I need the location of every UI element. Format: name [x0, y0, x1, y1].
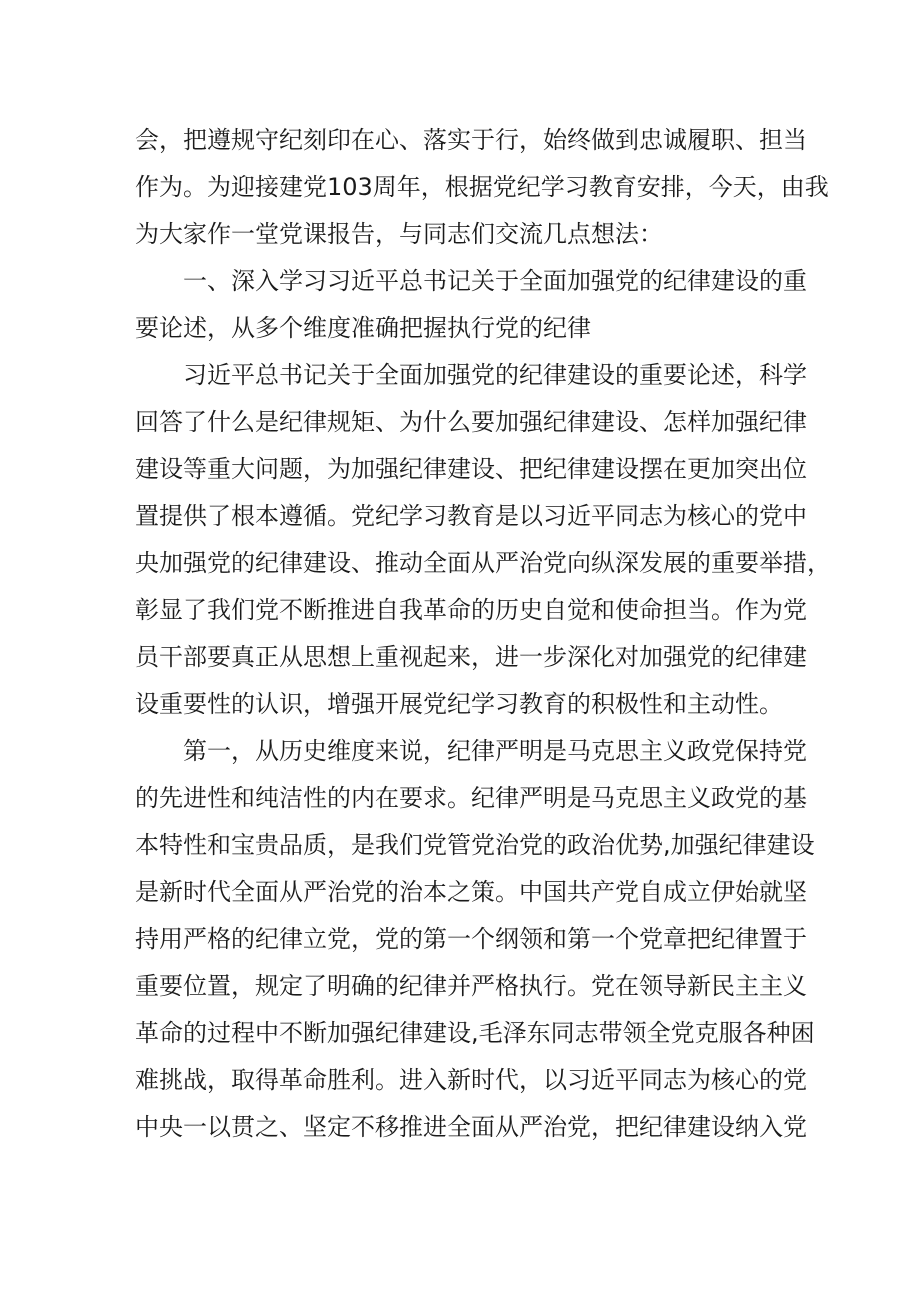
text-line: 作为。为迎接建党103周年，根据党纪学习教育安排，今天，由我 — [135, 173, 829, 201]
text-line: 的先进性和纯洁性的内在要求。纪律严明是马克思主义政党的基 — [135, 784, 807, 812]
text-line: 为大家作一堂党课报告，与同志们交流几点想法： — [135, 220, 663, 248]
paragraph-start-line: 第一，从历史维度来说，纪律严明是马克思主义政党保持党 — [183, 737, 807, 765]
text-line: 重要位置，规定了明确的纪律并严格执行。党在领导新民主主义 — [135, 972, 807, 1000]
text-line: 置提供了根本遵循。党纪学习教育是以习近平同志为核心的党中 — [135, 502, 807, 530]
text-line: 设重要性的认识，增强开展党纪学习教育的积极性和主动性。 — [135, 690, 783, 718]
text-line: 员干部要真正从思想上重视起来，进一步深化对加强党的纪律建 — [135, 643, 807, 671]
text-line: 革命的过程中不断加强纪律建设,毛泽东同志带领全党克服各种困 — [135, 1019, 815, 1047]
text-line: 彰显了我们党不断推进自我革命的历史自觉和使命担当。作为党 — [135, 596, 807, 624]
text-line: 回答了什么是纪律规矩、为什么要加强纪律建设、怎样加强纪律 — [135, 408, 807, 436]
paragraph-start-line: 习近平总书记关于全面加强党的纪律建设的重要论述，科学 — [183, 361, 807, 389]
text-line: 建设等重大问题，为加强纪律建设、把纪律建设摆在更加突出位 — [135, 455, 807, 483]
text-line: 本特性和宝贵品质，是我们党管党治党的政治优势,加强纪律建设 — [135, 831, 815, 859]
text-line: 央加强党的纪律建设、推动全面从严治党向纵深发展的重要举措， — [135, 549, 831, 577]
section-heading-line: 要论述，从多个维度准确把握执行党的纪律 — [135, 314, 591, 342]
section-heading-line: 一、深入学习习近平总书记关于全面加强党的纪律建设的重 — [183, 267, 807, 295]
text-line: 会，把遵规守纪刻印在心、落实于行，始终做到忠诚履职、担当 — [135, 126, 807, 154]
text-line: 中央一以贯之、坚定不移推进全面从严治党，把纪律建设纳入党 — [135, 1113, 807, 1141]
text-line: 持用严格的纪律立党，党的第一个纲领和第一个党章把纪律置于 — [135, 925, 807, 953]
document-body — [135, 117, 831, 1151]
text-line: 难挑战，取得革命胜利。进入新时代，以习近平同志为核心的党 — [135, 1066, 807, 1094]
text-line: 是新时代全面从严治党的治本之策。中国共产党自成立伊始就坚 — [135, 878, 807, 906]
